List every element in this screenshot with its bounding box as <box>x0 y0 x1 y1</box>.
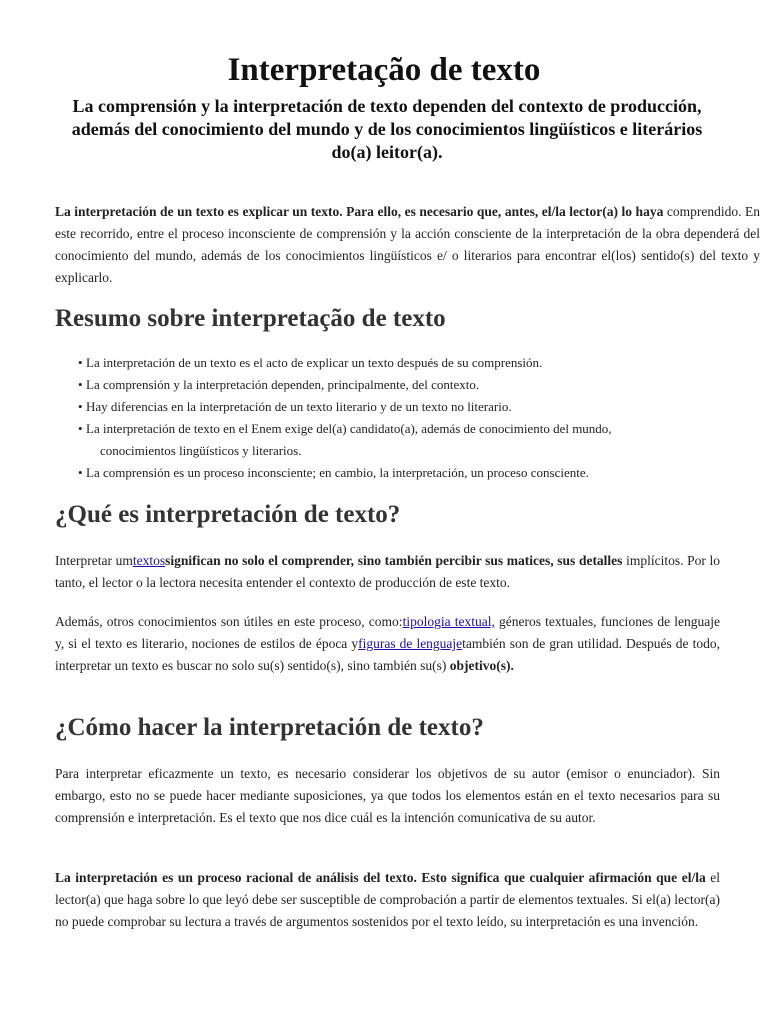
page-subtitle: La comprensión y la interpretación de texto dependen del contexto de producción, además del conocimiento del mundo y de los conocimientos lingüísticos e literários do(a) leitor(a). <box>71 96 703 162</box>
bullet-icon: • <box>78 421 83 436</box>
como-hacer-paragraph-2: La interpretación es un proceso racional de análisis del texto. Esto significa que cualquier afirmación que el/la el lector(a) que haga sobre lo que leyó debe ser susceptible de comprobación a partir de elementos textuales. Si el(a) lector(a) no puede comprobar su lectura a través de argumentos sostenidos por el texto leído, su interpretación es una invención. <box>55 870 721 929</box>
link-tipologia-textual[interactable]: tipologia textual, <box>402 614 495 629</box>
link-figuras-de-lenguaje[interactable]: figuras de lenguaje <box>358 636 463 651</box>
list-item: • La comprensión y la interpretación dependen, principalmente, del contexto. <box>78 374 718 396</box>
bullet-icon: • <box>78 377 83 392</box>
section-heading-que-es: ¿Qué es interpretación de texto? <box>55 501 401 528</box>
intro-rest: comprendido. En este recorrido, entre el proceso inconsciente de comprensión y la acción consciente de la interpretación de la obra dependerá del conocimiento del mundo, además de los conocimientos lingüísticos e/ o literarios para encontrar el(los) sentido(s) del texto y explicarlo. <box>55 204 761 285</box>
bullet-icon: • <box>78 465 83 480</box>
como-hacer-paragraph-1: Para interpretar eficazmente un texto, es necesario considerar los objetivos de su autor (emisor o enunciador). Sin embargo, esto no se puede hacer mediante suposiciones, ya que todos los elementos están en el texto necesarios para su comprensión e interpretación. Es el texto que nos dice cuál es la intención comunicativa de su autor. <box>55 766 720 825</box>
que-es-paragraph-2: Además, otros conocimientos son útiles en este proceso, como:tipologia textual, géneros textuales, funciones de lenguaje y, si el texto es literario, nociones de estilos de época yfiguras de lenguajetambién son de gran utilidad. Después de todo, interpretar un texto es buscar no solo su(s) sentido(s), sino también su(s) objetivo(s). <box>55 614 720 673</box>
section-heading-como-hacer: ¿Cómo hacer la interpretación de texto? <box>55 714 484 741</box>
list-item: • Hay diferencias en la interpretación de un texto literario y de un texto no literario. <box>78 396 718 418</box>
list-item: • La interpretación de texto en el Enem exige del(a) candidato(a), además de conocimiento del mundo, conocimientos lingüísticos y literarios. <box>78 418 718 462</box>
link-textos[interactable]: textos <box>132 553 166 568</box>
bullet-icon: • <box>78 399 83 414</box>
list-item: • La interpretación de un texto es el acto de explicar un texto después de su comprensión. <box>78 352 718 374</box>
intro-paragraph <box>55 201 760 289</box>
summary-list <box>78 352 718 484</box>
page-title: Interpretação de texto <box>227 52 541 88</box>
bullet-icon: • <box>78 355 83 370</box>
que-es-paragraph-1: Interpretar umtextossignifican no solo el comprender, sino también percibir sus matices, sus detalles implícitos. Por lo tanto, el lector o la lectora necesita entender el contexto de producción de este texto. <box>55 553 720 590</box>
intro-bold: La interpretación de un texto es explicar un texto. Para ello, es necesario que, antes, el/la lector(a) lo haya <box>55 204 664 219</box>
section-heading-resumo: Resumo sobre interpretação de texto <box>55 305 446 332</box>
list-item: • La comprensión es un proceso inconsciente; en cambio, la interpretación, un proceso consciente. <box>78 462 718 484</box>
